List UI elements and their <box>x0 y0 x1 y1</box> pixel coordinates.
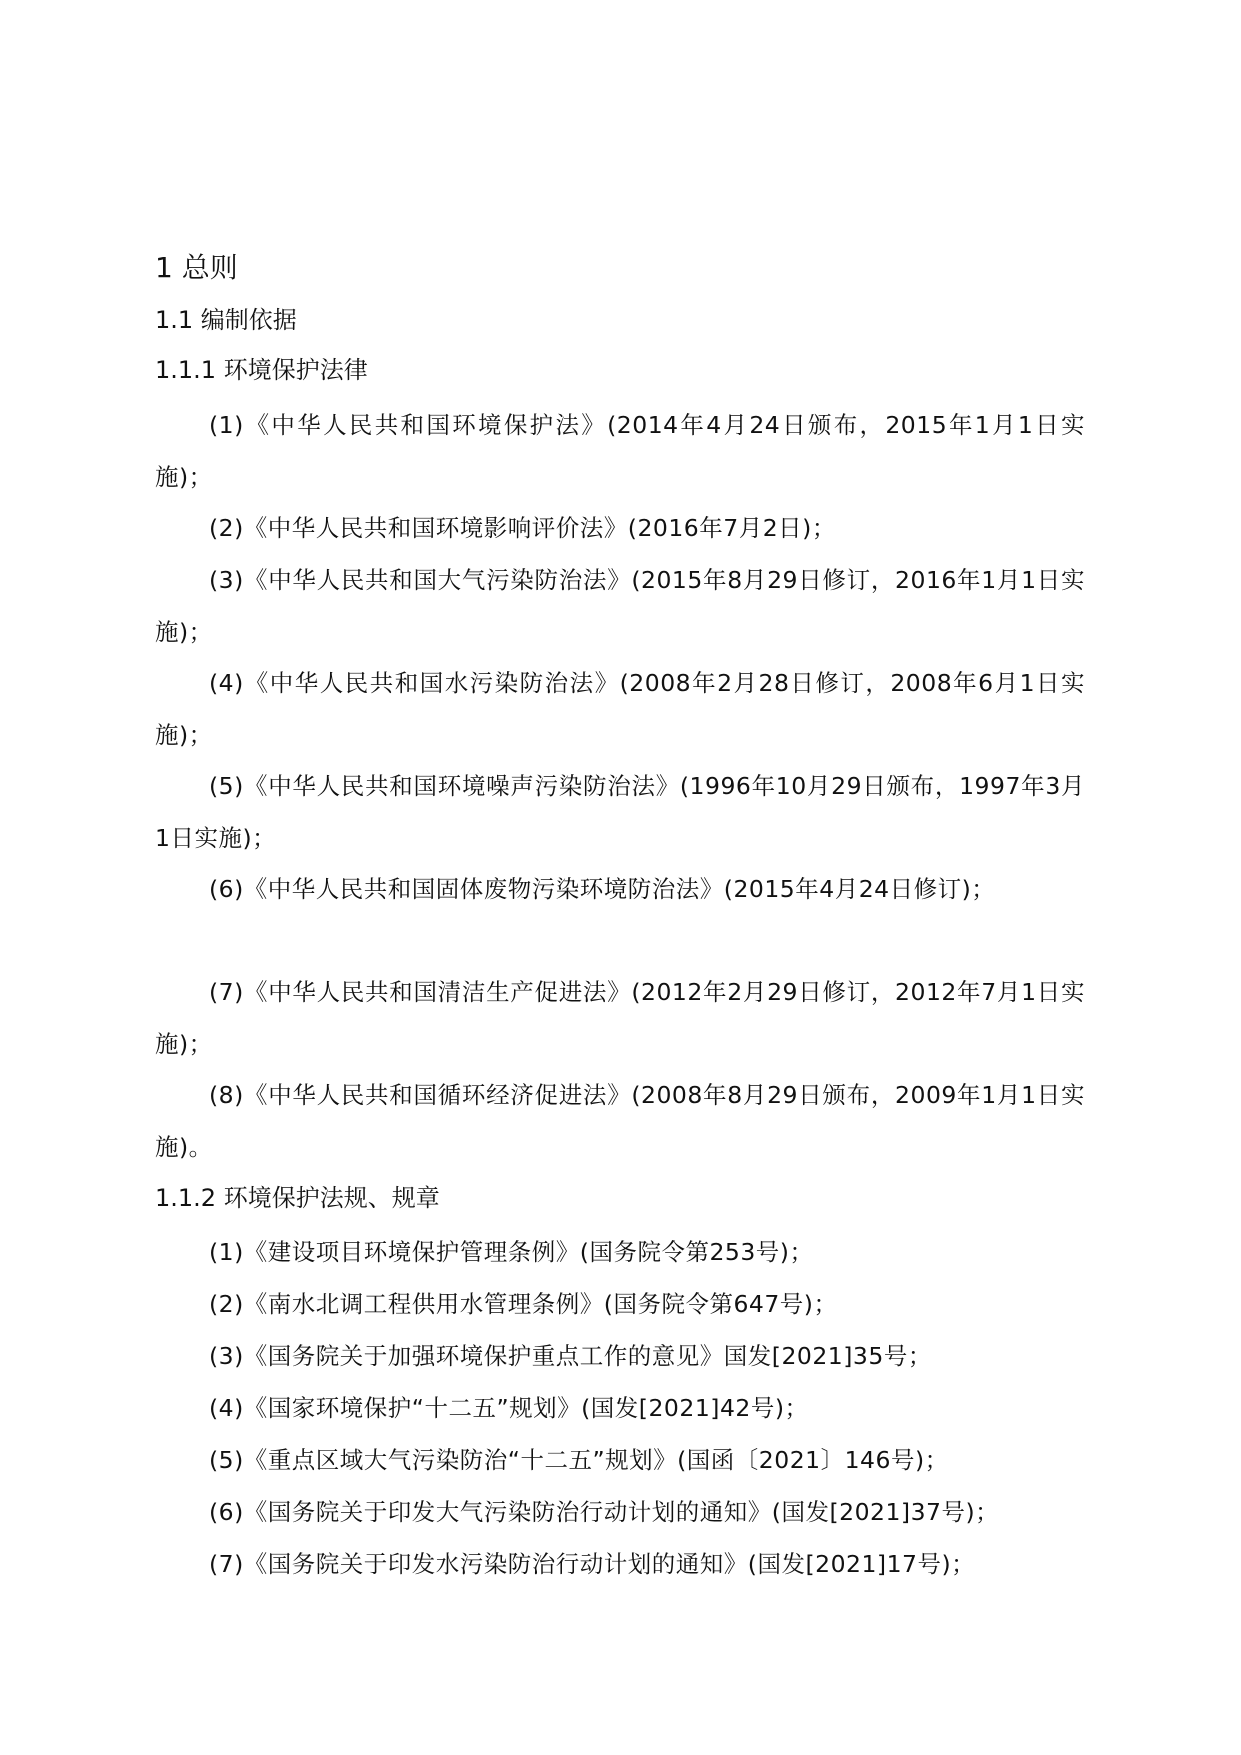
law-item-5: (5)《中华人民共和国环境噪声污染防治法》(1996年10月29日颁布，1997年3月1日实施)； <box>155 772 1085 852</box>
law-item-2: (2)《中华人民共和国环境影响评价法》(2016年7月2日)； <box>209 514 836 542</box>
regulation-item-3: (3)《国务院关于加强环境保护重点工作的意见》国发[2021]35号； <box>209 1342 932 1370</box>
law-item-3: (3)《中华人民共和国大气污染防治法》(2015年8月29日修订，2016年1月1日实施)； <box>155 566 1085 646</box>
chapter-heading: 1 总则 <box>155 251 238 284</box>
regulation-item-4: (4)《国家环境保护“十二五”规划》(国发[2021]42号)； <box>209 1394 809 1422</box>
law-item-8: (8)《中华人民共和国循环经济促进法》(2008年8月29日颁布，2009年1月1日实施)。 <box>155 1081 1085 1161</box>
subsection-heading-laws: 1.1.1 环境保护法律 <box>155 356 368 384</box>
regulation-item-5: (5)《重点区域大气污染防治“十二五”规划》(国函〔2021〕146号)； <box>209 1446 949 1474</box>
law-item-1: (1)《中华人民共和国环境保护法》(2014年4月24日颁布，2015年1月1日实施)； <box>155 411 1085 491</box>
law-item-7: (7)《中华人民共和国清洁生产促进法》(2012年2月29日修订，2012年7月1日实施)； <box>155 978 1085 1058</box>
subsection-heading-regulations: 1.1.2 环境保护法规、规章 <box>155 1184 440 1212</box>
law-item-4: (4)《中华人民共和国水污染防治法》(2008年2月28日修订，2008年6月1日实施)； <box>155 669 1085 749</box>
law-item-6: (6)《中华人民共和国固体废物污染环境防治法》(2015年4月24日修订)； <box>209 875 996 903</box>
section-heading: 1.1 编制依据 <box>155 306 297 334</box>
regulation-item-1: (1)《建设项目环境保护管理条例》(国务院令第253号)； <box>209 1238 814 1266</box>
regulation-item-2: (2)《南水北调工程供用水管理条例》(国务院令第647号)； <box>209 1290 838 1318</box>
regulation-item-6: (6)《国务院关于印发大气污染防治行动计划的通知》(国发[2021]37号)； <box>209 1498 1000 1526</box>
regulation-item-7: (7)《国务院关于印发水污染防治行动计划的通知》(国发[2021]17号)； <box>209 1550 976 1578</box>
